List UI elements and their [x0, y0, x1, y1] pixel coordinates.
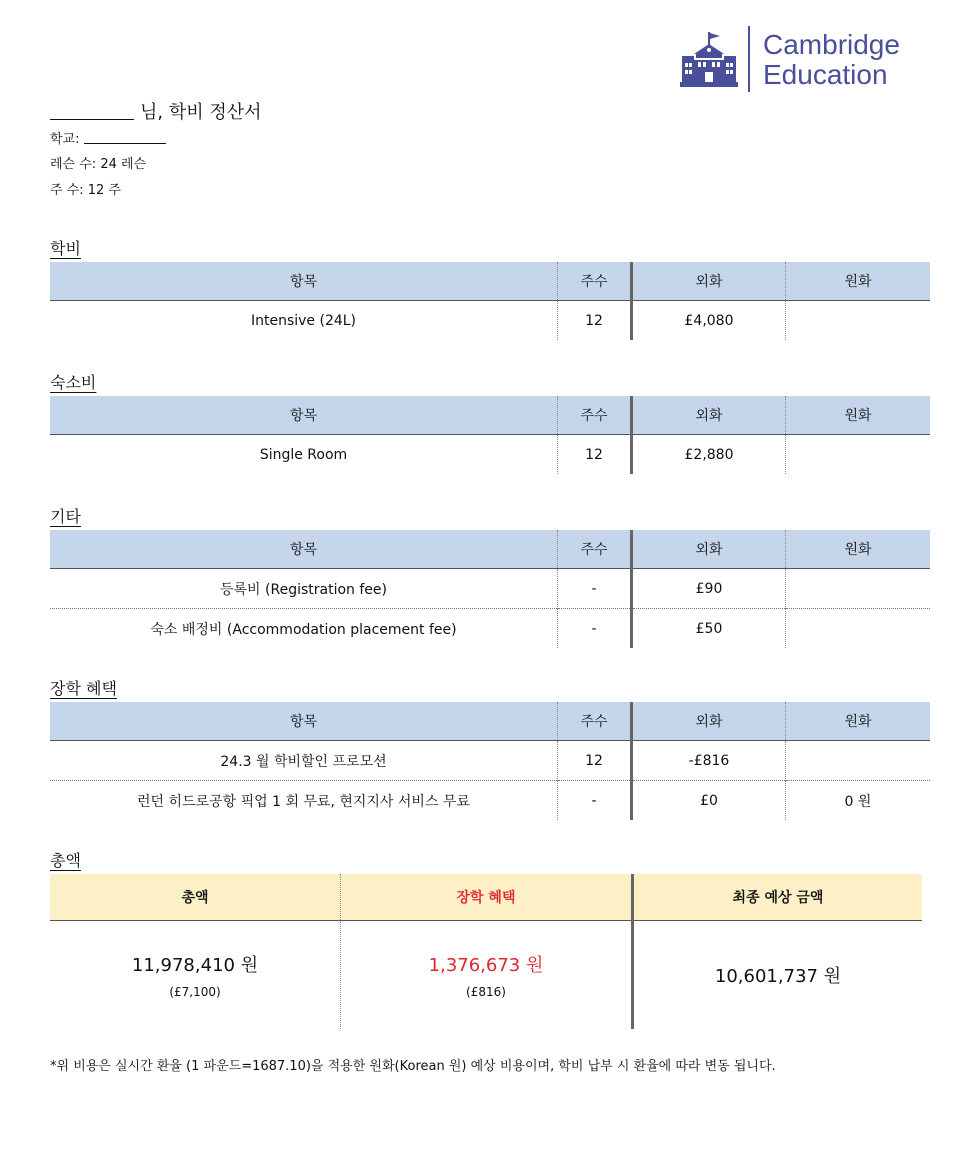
scholarship-head: 장학 혜택	[341, 874, 633, 921]
other-section-title: 기타	[50, 507, 81, 526]
cell-krw: 0 원	[786, 781, 931, 821]
col-krw: 원화	[786, 262, 931, 301]
statement-title-text: 님, 학비 정산서	[140, 102, 262, 123]
school-blank	[84, 132, 166, 144]
accommodation-table	[50, 396, 930, 474]
school-line	[50, 128, 166, 147]
scholarship-gbp: (£816)	[466, 985, 506, 999]
school-label: 학교:	[50, 132, 80, 147]
logo-divider	[748, 26, 750, 92]
cell-weeks: -	[558, 781, 632, 821]
col-weeks: 주수	[558, 530, 632, 569]
cell-item: 숙소 배정비 (Accommodation placement fee)	[50, 609, 558, 649]
cell-item: Intensive (24L)	[250, 312, 357, 329]
cambridge-education-logo	[680, 26, 930, 96]
col-krw: 원화	[786, 396, 931, 435]
tuition-table	[50, 262, 930, 340]
cell-weeks: -	[558, 609, 632, 649]
table-row	[50, 569, 930, 609]
col-item: 항목	[50, 396, 558, 435]
accommodation-section-title: 숙소비	[50, 373, 97, 392]
cell-krw	[786, 741, 931, 781]
total-gbp: (£7,100)	[169, 985, 221, 999]
col-weeks: 주수	[558, 396, 632, 435]
cell-krw	[786, 609, 931, 649]
logo-text-line1: Cambridge	[763, 29, 900, 60]
col-weeks: 주수	[558, 262, 632, 301]
school-building-icon	[680, 32, 738, 88]
table-header-row	[50, 396, 930, 435]
tuition-section-title: 학비	[50, 239, 81, 258]
col-foreign: 외화	[632, 262, 786, 301]
total-krw: 11,978,410 원	[131, 955, 259, 976]
cell-item: 런던 히드로공항 픽업 1 회 무료, 현지지사 서비스 무료	[50, 781, 558, 821]
cell-item: 24.3 월 학비할인 프로모션	[220, 753, 387, 770]
scholarship-cell	[341, 921, 633, 1030]
exchange-rate-note: *위 비용은 실시간 환율 (1 파운드=1687.10)을 적용한 원화(Korean 원) 예상 비용이며, 학비 납부 시 환율에 따라 변동 됩니다.	[50, 1059, 776, 1074]
col-foreign: 외화	[632, 530, 786, 569]
col-item: 항목	[50, 530, 558, 569]
total-section-title: 총액	[50, 851, 81, 870]
total-header-row	[50, 874, 922, 921]
col-foreign: 외화	[632, 702, 786, 741]
weeks-line: 주 수: 12 주	[50, 183, 121, 198]
scholarship-krw: 1,376,673 원	[428, 955, 544, 976]
col-item: 항목	[50, 262, 558, 301]
student-name-blank	[50, 103, 134, 120]
table-row	[50, 435, 930, 475]
cell-foreign: £0	[632, 781, 786, 821]
cell-item: 등록비 (Registration fee)	[220, 581, 387, 598]
total-head: 총액	[50, 874, 341, 921]
cell-krw	[786, 569, 931, 609]
col-krw: 원화	[786, 530, 931, 569]
cell-krw	[786, 301, 931, 341]
table-header-row	[50, 530, 930, 569]
cell-foreign: £90	[632, 569, 786, 609]
cell-weeks: -	[558, 569, 632, 609]
cell-weeks: 12	[558, 741, 632, 781]
other-table	[50, 530, 930, 648]
scholarship-section-title: 장학 혜택	[50, 679, 117, 698]
final-head: 최종 예상 금액	[633, 874, 923, 921]
cell-weeks: 12	[558, 301, 632, 341]
total-values-row	[50, 921, 922, 1030]
total-cell	[50, 921, 341, 1030]
final-cell	[633, 921, 923, 1030]
lessons-line: 레슨 수: 24 레슨	[50, 157, 147, 172]
scholarship-table	[50, 702, 930, 820]
table-row	[50, 741, 930, 781]
col-item: 항목	[50, 702, 558, 741]
table-row	[50, 609, 930, 649]
cell-foreign: £2,880	[632, 435, 786, 475]
cell-foreign: -£816	[632, 741, 786, 781]
table-row	[50, 301, 930, 341]
cell-krw	[786, 435, 931, 475]
table-header-row	[50, 262, 930, 301]
col-weeks: 주수	[558, 702, 632, 741]
table-header-row	[50, 702, 930, 741]
col-foreign: 외화	[632, 396, 786, 435]
cell-weeks: 12	[558, 435, 632, 475]
total-table	[50, 874, 922, 1029]
logo-text-line2: Education	[763, 59, 888, 90]
table-row	[50, 781, 930, 821]
statement-title	[50, 98, 262, 124]
cell-foreign: £50	[632, 609, 786, 649]
col-krw: 원화	[786, 702, 931, 741]
cell-item: Single Room	[259, 446, 348, 463]
cell-foreign: £4,080	[632, 301, 786, 341]
final-krw: 10,601,737 원	[714, 966, 842, 987]
